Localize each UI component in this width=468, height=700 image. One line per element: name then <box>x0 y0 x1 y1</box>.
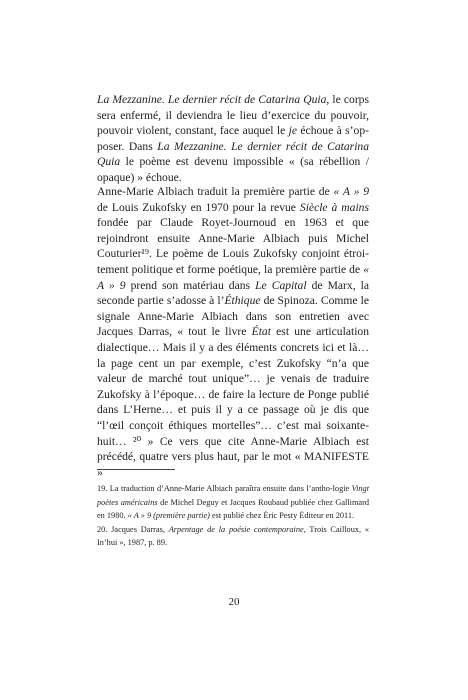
footnote-separator <box>97 469 175 470</box>
text-segment: , le corps sera enfermé, il deviendra le lieu d’exercice du pouvoir, pouvoir violent, constant, face auquel le <box>97 93 369 138</box>
text-segment: Vingt poètes américains <box>97 484 369 507</box>
text-segment: de Michel Deguy et Jacques Roubaud publiée chez Gallimard en 1980. <box>97 497 370 520</box>
text-segment: La Mezzanine. Le dernier récit de Catarina Quia <box>97 139 370 169</box>
text-segment: Siècle à mains <box>299 200 369 214</box>
text-segment: , Trois Cailloux, « In’hui », 1987, p. 89. <box>97 524 370 547</box>
text-segment: je <box>288 124 298 138</box>
paragraph-1 <box>97 92 369 186</box>
text-segment: « A » 9 <box>333 185 370 198</box>
footnotes <box>97 482 369 550</box>
text-segment: est publié chez Éric Pesty Éditeur en 2011. <box>209 511 355 520</box>
footnote-19 <box>97 482 369 523</box>
text-segment: Éthique <box>224 294 261 308</box>
text-segment: Anne-Marie Albiach traduit la première partie de <box>97 185 334 198</box>
text-segment: de Marx, la seconde partie s’adosse à l’ <box>97 278 370 308</box>
paragraph-2 <box>97 184 369 480</box>
text-segment: prend son matériau dans <box>125 278 256 292</box>
text-segment: échoue à s’op-poser. Dans <box>97 124 369 153</box>
text-segment: fondée par Claude Royet-Journoud en 1963 et que rejoindront ensuite Anne-Marie Albiach puis Michel Couturier¹⁹. Le poème de Louis Zukofsky conjoint étroi-tement politique et forme poétique, la première partie de <box>97 216 369 276</box>
text-segment: Arpentage de la poésie contemporaine <box>168 524 304 534</box>
footnote-20 <box>97 523 369 550</box>
text-segment: 20. Jacques Darras, <box>97 524 169 534</box>
text-segment: « A » 9 <box>97 262 369 292</box>
text-segment: État <box>251 325 271 339</box>
text-segment: « A » 9 (première partie) <box>127 511 210 520</box>
text-segment: le poème est devenu impossible « (sa rébellion / opaque) » échoue. <box>97 155 369 184</box>
text-segment: Le Capital <box>255 278 307 292</box>
text-segment: 19. La traduction d’Anne-Marie Albiach paraîtra ensuite dans l’antho-logie <box>97 484 352 493</box>
text-segment: de Spinoza. Comme le signale Anne-Marie Albiach dans son entretien avec Jacques Darras, « tout le livre <box>97 294 369 339</box>
text-segment: La Mezzanine. Le dernier récit de Catarina Quia <box>97 93 327 106</box>
page-number: 20 <box>228 596 240 608</box>
text-segment: est une articulation dialectique… Mais il y a des éléments concrets ici et là… la page cent un par exemple, c’est Zukofsky “n’a que valeur de marché tout unique”… je venais de traduire Zukofsky à l’époque… de faire la lecture de Ponge publié dans L’Herne… et puis il y a ce passage où je dis que “l’œil conçoit éthiques mortelles”… c’est mai soixante-huit… ²⁰ » Ce vers que cite Anne-Marie Albiach est précédé, quatre vers plus haut, par le mot « MANIFESTE » <box>97 325 370 479</box>
text-segment: de Louis Zukofsky en 1970 pour la revue <box>97 200 300 214</box>
